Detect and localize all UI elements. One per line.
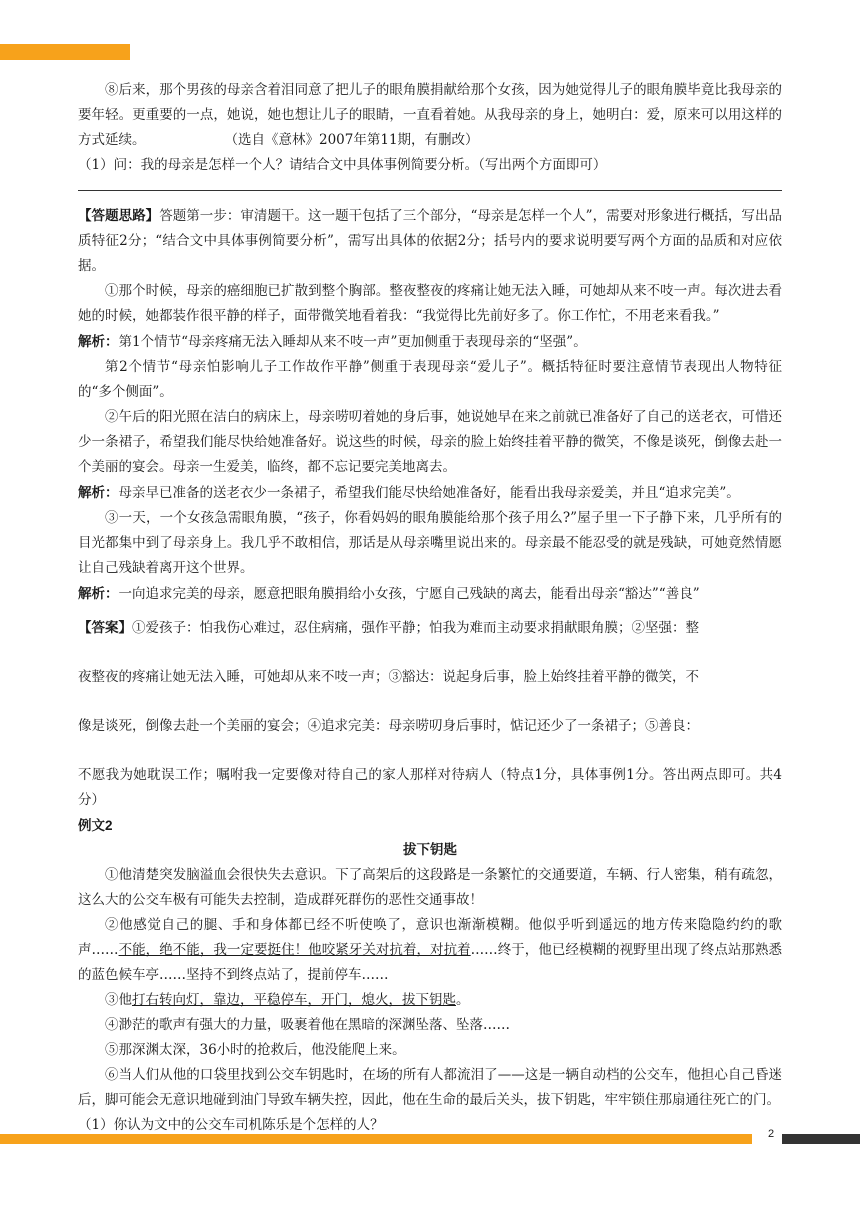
example2-p2-underlined: 不能，绝不能，我一定要挺住！他咬紧牙关对抗着，对抗着 <box>118 942 471 958</box>
answer-line-1-text: ①爱孩子：怕我伤心难过，忍住病痛，强作平静；怕我为难而主动要求捐献眼角膜；②坚强：整 <box>132 620 699 636</box>
answer-line-2: 夜整夜的疼痛让她无法入睡，可她却从来不吱一声；③豁达：说起身后事，脸上始终挂着平静的微笑，不 <box>78 669 699 685</box>
example2-p3-b: 。 <box>456 992 470 1008</box>
example2-title: 拔下钥匙 <box>403 842 457 858</box>
story1-p8-text: ⑧后来，那个男孩的母亲含着泪同意了把儿子的眼角膜捐献给那个女孩，因为她觉得儿子的眼角膜毕竟比我母亲的要年轻。更重要的一点，她说，她也想让儿子的眼睛，一直看着她。从我母亲的身上，她明白：爱，原来可以用这样的方式延续。 <box>78 82 782 148</box>
example2-heading: 例文2 <box>78 818 113 833</box>
document-body <box>78 78 782 1138</box>
excerpt-3: ③一天，一个女孩急需眼角膜，“孩子，你看妈妈的眼角膜能给那个孩子用么?”屋子里一下子静下来，几乎所有的目光都集中到了母亲身上。我几乎不敢相信，那话是从母亲嘴里说出来的。母亲最不能忍受的就是残缺，可她竟然情愿让自己残缺着离开这个世界。 <box>78 510 782 576</box>
answer-line <box>78 178 782 191</box>
answer-line-4: 不愿我为她耽误工作；嘱咐我一定要像对待自己的家人那样对待病人（特点1分，具体事例1分。答出两点即可。共4分） <box>78 767 782 808</box>
analysis-intro <box>78 203 782 279</box>
example2-question: （1）你认为文中的公交车司机陈乐是个怎样的人？ <box>78 1117 384 1133</box>
answer-line-3: 像是谈死，倒像去赴一个美丽的宴会；④追求完美：母亲唠叨身后事时，惦记还少了一条裙子；⑤善良： <box>78 718 699 734</box>
jiexi-1 <box>78 329 782 355</box>
jiexi-2 <box>78 480 782 506</box>
answer-line-1 <box>78 615 782 641</box>
jiexi-label: 解析： <box>78 485 119 500</box>
jiexi-1a-text: 第1个情节“母亲疼痛无法入睡却从来不吱一声”更加侧重于表现母亲的“坚强”。 <box>118 334 587 350</box>
jiexi-2-text: 母亲早已准备的送老衣少一条裙子，希望我们能尽快给她准备好，能看出我母亲爱美，并且“追求完美”。 <box>118 485 740 501</box>
story1-paragraph-8 <box>78 78 782 153</box>
example2-p3 <box>78 988 782 1013</box>
excerpt-1: ①那个时候，母亲的癌细胞已扩散到整个胸部。整夜整夜的疼痛让她无法入睡，可她却从来不吱一声。每次进去看她的时候，她都装作很平静的样子，面带微笑地看着我：“我觉得比先前好多了。你工作忙，不用老来看我。” <box>78 283 782 324</box>
page-number: 2 <box>768 1128 775 1140</box>
example2-p4: ④渺茫的歌声有强大的力量，吸裹着他在黑暗的深渊坠落、坠落…… <box>105 1017 510 1033</box>
example2-p2-a: ②他感觉自己的腿、手和身体都已经不听使唤了，意识也渐渐模糊。他似乎听到遥远的地方传来隐隐约约的歌声…… <box>78 917 782 958</box>
jiexi-label: 解析： <box>78 334 119 349</box>
story1-source: （选自《意林》2007年第11期，有删改） <box>224 132 479 148</box>
example2-p3-underlined: 打右转向灯，靠边，平稳停车，开门，熄火，拔下钥匙 <box>132 992 456 1008</box>
jiexi-1b: 第2个情节“母亲怕影响儿子工作故作平静”侧重于表现母亲“爱儿子”。概括特征时要注意情节表现出人物特征的“多个侧面”。 <box>78 359 782 400</box>
example2-p2-b: ……终于，他已经模糊的视野里出现了终点站那熟悉的蓝色候车亭……坚持不到终点站了，提前停车…… <box>78 942 783 983</box>
jiexi-label: 解析： <box>78 586 119 601</box>
bottom-accent-bar <box>0 1134 752 1144</box>
analysis-intro-text: 答题第一步：审清题干。这一题干包括了三个部分，“母亲是怎样一个人”，需要对形象进行概括，写出品质特征2分；“结合文中具体事例简要分析”，需写出具体的依据2分；括号内的要求说明要写两个方面的品质和对应依据。 <box>78 208 782 274</box>
jiexi-3-text: 一向追求完美的母亲，愿意把眼角膜捐给小女孩，宁愿自己残缺的离去，能看出母亲“豁达”“善良” <box>118 586 700 602</box>
bottom-dark-bar <box>782 1134 860 1144</box>
example2-p2 <box>78 913 782 988</box>
excerpt-2: ②午后的阳光照在洁白的病床上，母亲唠叨着她的身后事，她说她早在来之前就已准备好了自己的送老衣，可惜还少一条裙子，希望我们能尽快给她准备好。说这些的时候，母亲的脸上始终挂着平静的微笑，不像是谈死，倒像去赴一个美丽的宴会。母亲一生爱美，临终，都不忘记要完美地离去。 <box>78 409 782 475</box>
analysis-label: 【答题思路】 <box>78 208 160 223</box>
answer-label: 【答案】 <box>78 620 132 635</box>
story1-question: （1）问：我的母亲是怎样一个人？请结合文中具体事例简要分析。（写出两个方面即可） <box>78 157 607 173</box>
example2-p6: ⑥当人们从他的口袋里找到公交车钥匙时，在场的所有人都流泪了——这是一辆自动档的公交车，他担心自己昏迷后，脚可能会无意识地碰到油门导致车辆失控，因此，他在生命的最后关头，拔下钥匙，牢牢锁住那扇通往死亡的门。 <box>78 1067 782 1108</box>
example2-p5: ⑤那深渊太深，36小时的抢救后，他没能爬上来。 <box>105 1042 406 1058</box>
example2-p1: ①他清楚突发脑溢血会很快失去意识。下了高架后的这段路是一条繁忙的交通要道，车辆、行人密集，稍有疏忽，这么大的公交车极有可能失去控制，造成群死群伤的恶性交通事故！ <box>78 867 782 908</box>
jiexi-3 <box>78 581 782 607</box>
top-accent-bar <box>0 44 130 60</box>
example2-p3-a: ③他 <box>105 992 132 1008</box>
